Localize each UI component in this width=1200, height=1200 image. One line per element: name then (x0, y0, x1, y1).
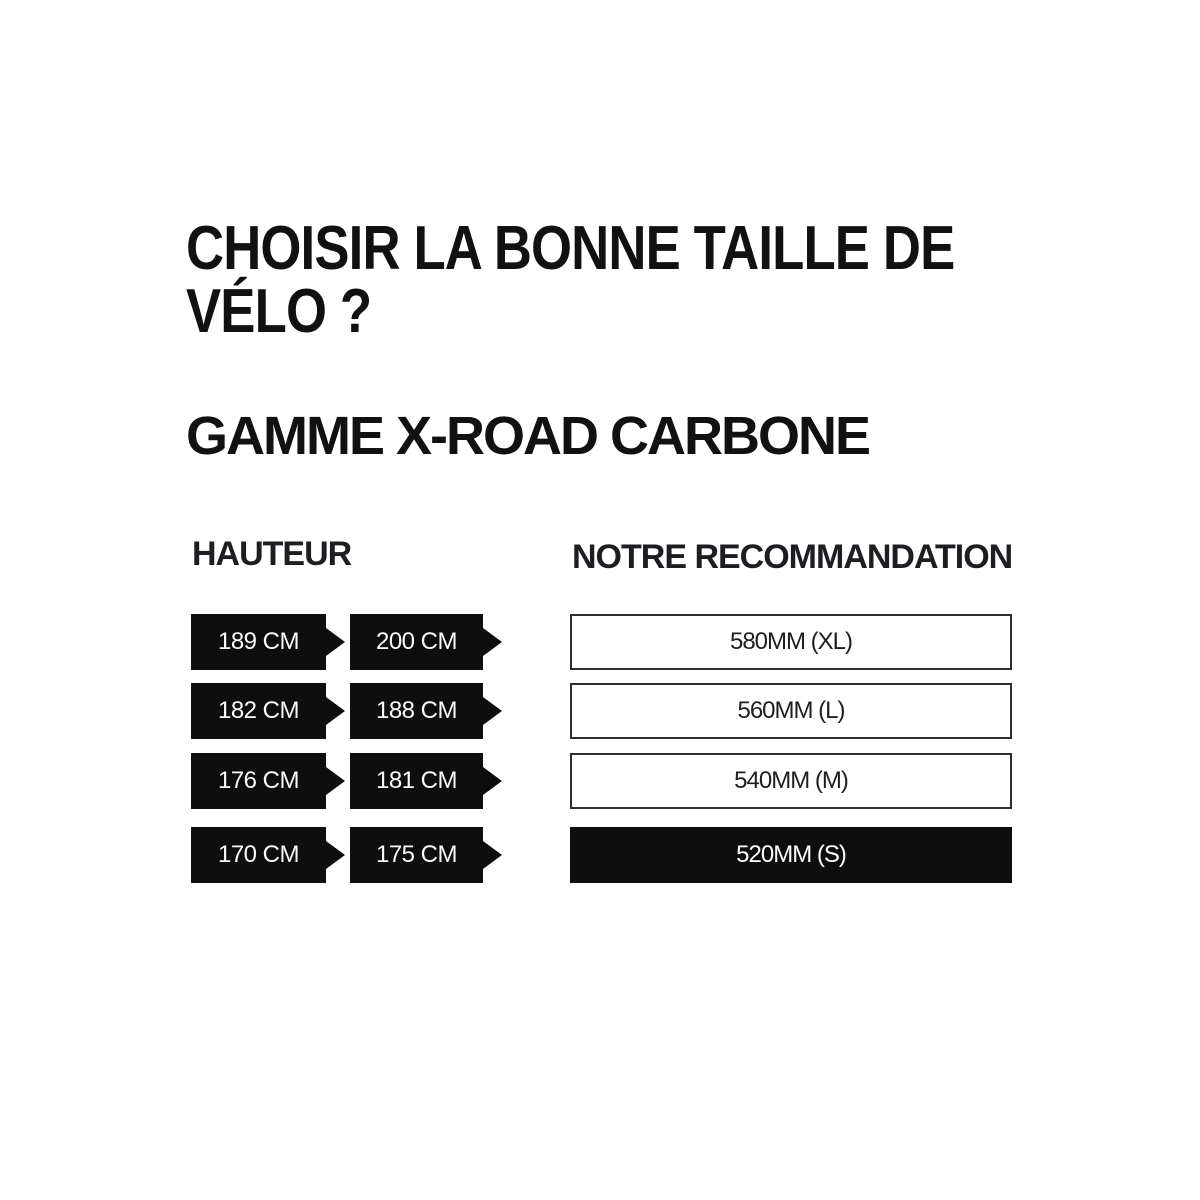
recommendation-box (570, 614, 1012, 670)
range-subtitle: GAMME X-ROAD CARBONE (186, 406, 869, 466)
page-title (186, 214, 955, 346)
column-header-height: HAUTEUR (192, 535, 352, 573)
recommendation-value: 520MM (S) (736, 841, 846, 868)
height-max-arrow-badge (350, 683, 483, 739)
recommendation-box (570, 753, 1012, 809)
size-row (0, 827, 1200, 883)
height-min-arrow-badge (191, 614, 326, 670)
column-header-recommendation: NOTRE RECOMMANDATION (572, 538, 1013, 576)
recommendation-value: 540MM (M) (734, 767, 848, 794)
height-max-value: 181 CM (375, 767, 458, 794)
recommendation-value: 580MM (XL) (729, 628, 853, 655)
height-max-value: 175 CM (375, 841, 458, 868)
height-max-arrow-badge (350, 753, 483, 809)
size-row (0, 753, 1200, 809)
height-min-value: 176 CM (217, 767, 300, 794)
height-min-value: 182 CM (217, 697, 300, 724)
recommendation-value: 560MM (L) (737, 697, 845, 724)
height-min-arrow-badge (191, 753, 326, 809)
height-min-value: 170 CM (217, 841, 300, 868)
recommendation-box-selected (570, 827, 1012, 883)
size-row (0, 683, 1200, 739)
height-min-arrow-badge (191, 827, 326, 883)
size-row (0, 614, 1200, 670)
height-max-arrow-badge (350, 614, 483, 670)
height-min-value: 189 CM (217, 628, 300, 655)
recommendation-box (570, 683, 1012, 739)
page-title-line-2: VÉLO ? (186, 277, 372, 346)
height-max-value: 188 CM (375, 697, 458, 724)
height-max-arrow-badge (350, 827, 483, 883)
height-max-value: 200 CM (375, 628, 458, 655)
page-title-line-1: CHOISIR LA BONNE TAILLE DE (186, 214, 955, 283)
height-min-arrow-badge (191, 683, 326, 739)
